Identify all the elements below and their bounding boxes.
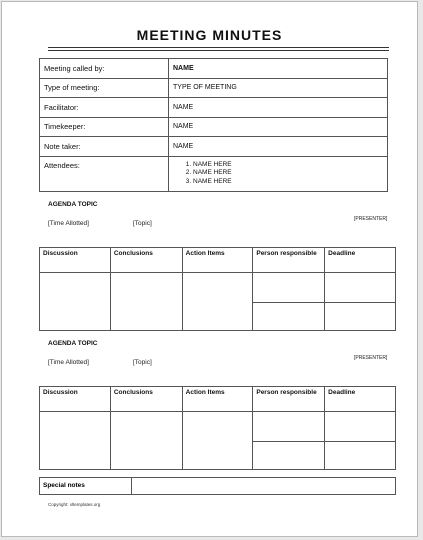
info-row xyxy=(40,98,388,118)
column-header: Action Items xyxy=(182,248,253,273)
title-rule-bottom xyxy=(48,50,389,51)
column-header: Conclusions xyxy=(110,387,182,412)
grid-row xyxy=(40,412,396,442)
grid-header-row xyxy=(40,248,396,273)
column-header: Deadline xyxy=(325,248,396,273)
action-items-cell[interactable] xyxy=(182,273,253,331)
person-cell[interactable] xyxy=(253,273,325,303)
column-header: Person responsible xyxy=(253,387,325,412)
attendee-name: 3. NAME HERE xyxy=(193,178,383,187)
agenda-heading: AGENDA TOPIC xyxy=(48,201,98,208)
info-value[interactable]: NAME xyxy=(169,59,388,79)
title-rule-top xyxy=(48,47,389,48)
agenda-time[interactable]: [Time Allotted] xyxy=(48,220,89,227)
attendees-row xyxy=(40,156,388,191)
attendees-label: Attendees: xyxy=(40,156,169,191)
column-header: Discussion xyxy=(40,248,111,273)
info-row xyxy=(40,59,388,79)
info-label: Timekeeper: xyxy=(40,117,169,137)
info-value[interactable]: NAME xyxy=(169,98,388,118)
document-page xyxy=(1,1,418,537)
column-header: Deadline xyxy=(325,387,396,412)
column-header: Person responsible xyxy=(253,248,325,273)
meeting-info-table xyxy=(39,58,388,192)
attendee-name: 1. NAME HERE xyxy=(193,161,383,170)
grid-row xyxy=(40,273,396,303)
person-cell[interactable] xyxy=(253,412,325,442)
agenda-presenter[interactable]: [PRESENTER] xyxy=(354,355,388,361)
agenda-presenter[interactable]: [PRESENTER] xyxy=(354,216,388,222)
special-notes-label: Special notes xyxy=(40,478,132,495)
info-row xyxy=(40,78,388,98)
copyright-text: Copyright: xltemplates.org xyxy=(48,502,101,507)
info-label: Type of meeting: xyxy=(40,78,169,98)
attendee-name: 2. NAME HERE xyxy=(193,169,383,178)
deadline-cell[interactable] xyxy=(325,273,396,303)
deadline-cell[interactable] xyxy=(325,303,396,331)
conclusions-cell[interactable] xyxy=(110,273,182,331)
column-header: Conclusions xyxy=(110,248,182,273)
column-header: Discussion xyxy=(40,387,111,412)
deadline-cell[interactable] xyxy=(325,442,396,470)
agenda-time[interactable]: [Time Allotted] xyxy=(48,359,89,366)
person-cell[interactable] xyxy=(253,303,325,331)
special-notes-row xyxy=(40,478,396,495)
attendees-value[interactable] xyxy=(169,156,388,191)
grid-header-row xyxy=(40,387,396,412)
action-items-cell[interactable] xyxy=(182,412,253,470)
info-value[interactable]: TYPE OF MEETING xyxy=(169,78,388,98)
info-value[interactable]: NAME xyxy=(169,117,388,137)
conclusions-cell[interactable] xyxy=(110,412,182,470)
discussion-cell[interactable] xyxy=(40,273,111,331)
attendees-list xyxy=(173,161,383,187)
deadline-cell[interactable] xyxy=(325,412,396,442)
agenda-heading: AGENDA TOPIC xyxy=(48,340,98,347)
page-title: MEETING MINUTES xyxy=(136,27,283,43)
info-label: Note taker: xyxy=(40,137,169,157)
info-label: Facilitator: xyxy=(40,98,169,118)
info-row xyxy=(40,137,388,157)
special-notes-field[interactable] xyxy=(132,478,396,495)
discussion-cell[interactable] xyxy=(40,412,111,470)
special-notes-table xyxy=(39,477,396,495)
person-cell[interactable] xyxy=(253,442,325,470)
agenda-grid xyxy=(39,386,396,470)
info-value[interactable]: NAME xyxy=(169,137,388,157)
info-row xyxy=(40,117,388,137)
agenda-grid xyxy=(39,247,396,331)
agenda-topic[interactable]: [Topic] xyxy=(133,359,152,366)
agenda-topic[interactable]: [Topic] xyxy=(133,220,152,227)
info-label: Meeting called by: xyxy=(40,59,169,79)
column-header: Action Items xyxy=(182,387,253,412)
